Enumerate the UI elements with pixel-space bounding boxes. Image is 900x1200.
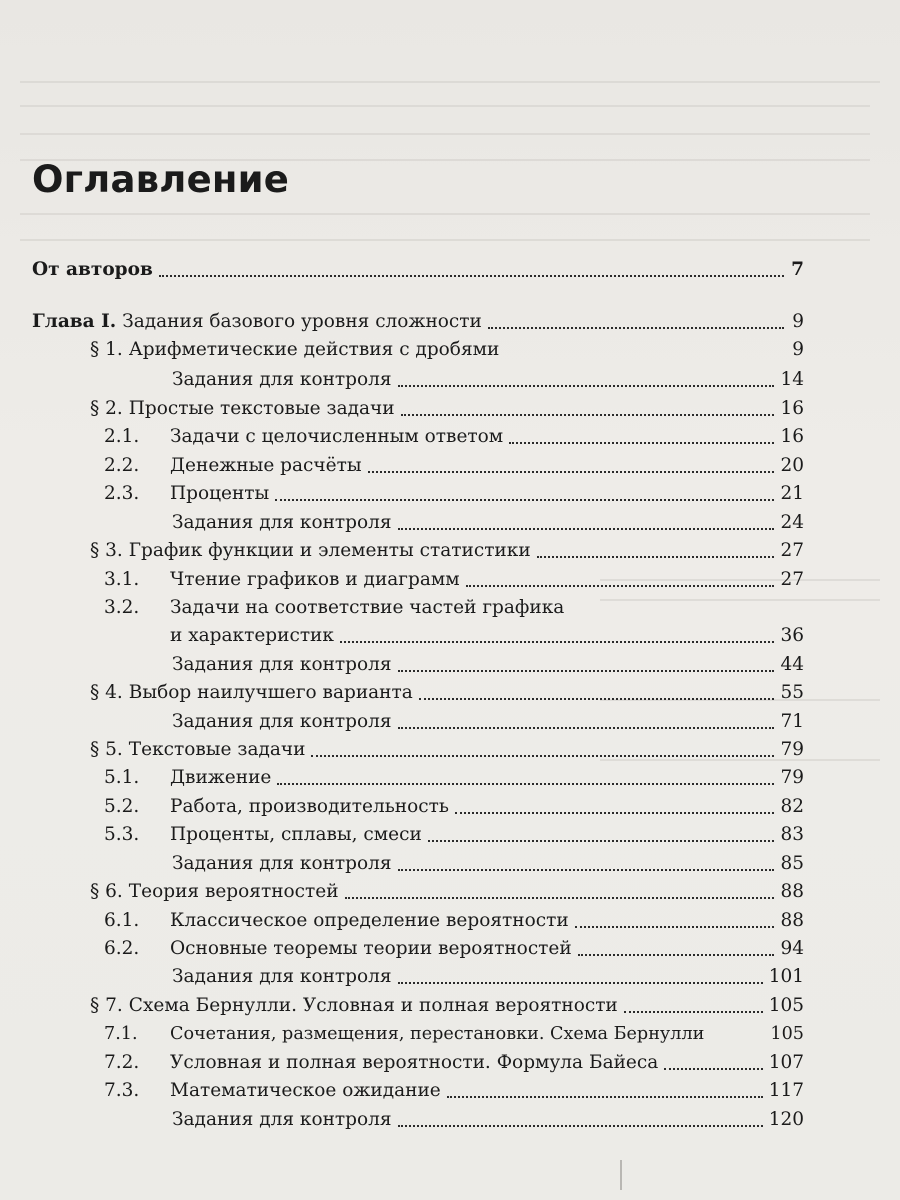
toc-entry-page: 83 [780,824,804,845]
dot-leader [275,499,774,501]
dot-leader [398,1125,763,1127]
toc-subsection-number: 2.1. [104,426,140,447]
dot-leader [428,840,775,842]
toc-entry-page: 105 [770,1024,804,1044]
toc-entry-continuation[interactable] [170,622,804,650]
toc-subsection-number: 5.3. [104,824,140,845]
toc-entry-label: Проценты, сплавы, смеси [170,824,422,845]
toc-entry-label: Арифметические действия с дробями [128,339,500,360]
dot-leader [159,275,784,277]
toc-entry-page: 71 [780,711,804,732]
toc-entry-label: Сочетания, размещения, перестановки. Схема Бернулли [170,1024,705,1044]
toc-entry-label: Условная и полная вероятности. Формула Байеса [170,1052,659,1073]
toc-entry[interactable] [32,256,804,284]
toc-entry-page: 88 [780,910,804,931]
dot-leader [401,414,775,416]
toc-subsection-number: 6.2. [104,938,140,959]
toc-entry-page: 88 [780,881,804,902]
dot-leader [537,556,775,558]
toc-entry[interactable] [104,793,804,821]
toc-entry-page: 85 [780,853,804,874]
dot-leader [311,755,774,757]
dot-leader [578,954,775,956]
toc-entry[interactable] [172,651,804,679]
toc-entry-label: График функции и элементы статистики [128,540,531,561]
toc-entry-page: 24 [780,512,804,533]
toc-entry-page: 16 [780,426,804,447]
toc-entry-label: Задания для контроля [172,369,392,390]
toc-entry-page: 117 [768,1080,804,1101]
toc-subsection-number: 7.1. [104,1024,138,1044]
toc-entry[interactable] [172,509,804,537]
toc-entry[interactable] [104,423,804,451]
toc-entry[interactable] [104,1077,804,1105]
dot-leader [419,698,775,700]
toc-section-number: § 3. [90,540,123,561]
toc-subsection-number: 3.2. [104,597,140,618]
dot-leader [447,1096,763,1098]
toc-subsection-number: 5.2. [104,796,140,817]
dot-leader [398,528,775,530]
toc-entry-label: Задачи с целочисленным ответом [170,426,504,447]
toc-entry-page: 94 [780,938,804,959]
toc-entry-page: 27 [780,569,804,590]
toc-entry[interactable] [90,679,804,707]
toc-entry-page: 16 [780,398,804,419]
toc-entry[interactable] [90,395,804,423]
toc-entry-page: 21 [780,483,804,504]
dot-leader [664,1068,762,1070]
toc-entry-label: Денежные расчёты [170,455,362,476]
toc-entry[interactable] [90,992,804,1020]
toc-entry-page: 101 [768,966,804,987]
toc-entry[interactable] [90,336,804,364]
dot-leader [509,442,774,444]
toc-entry[interactable] [104,935,804,963]
toc-entry-page: 107 [768,1052,804,1073]
toc-entry-label: Задания базового уровня сложности [122,311,482,332]
toc-subsection-number: 6.1. [104,910,140,931]
toc-entry[interactable] [172,850,804,878]
paper-scratch [620,1160,622,1190]
toc-entry-label: От авторов [32,259,153,280]
toc-entry[interactable] [90,736,804,764]
toc-entry[interactable] [32,308,804,336]
toc-entry-page: 20 [780,455,804,476]
toc-entry-page: 14 [780,369,804,390]
toc-entry-label: Выбор наилучшего варианта [128,682,413,703]
toc-subsection-number: 5.1. [104,767,140,788]
toc-section-number: § 2. [90,398,123,419]
toc-entry[interactable] [104,594,804,622]
toc-entry[interactable] [90,878,804,906]
toc-entry-page: 79 [780,739,804,760]
dot-leader [455,812,775,814]
dot-leader [398,727,775,729]
toc-subsection-number: 7.2. [104,1052,140,1073]
toc-chapter-number: Глава I. [32,311,117,332]
toc-entry-label: Текстовые задачи [128,739,306,760]
toc-entry[interactable] [104,821,804,849]
toc-entry-label: Задания для контроля [172,853,392,874]
toc-entry-page: 9 [792,339,804,360]
toc-entry-page: 105 [768,995,804,1016]
toc-entry-label: Простые текстовые задачи [128,398,395,419]
toc-entry[interactable] [104,480,804,508]
toc-entry[interactable] [172,366,804,394]
dot-leader [398,982,763,984]
toc-entry-label: Задания для контроля [172,512,392,533]
toc-entry[interactable] [172,1106,804,1134]
toc-entry-label: Задания для контроля [172,711,392,732]
toc-entry[interactable] [172,708,804,736]
toc-section-number: § 6. [90,881,123,902]
dot-leader [466,585,775,587]
toc-entry-label: Задания для контроля [172,654,392,675]
toc-section-number: § 7. [90,995,123,1016]
toc-entry-page: 36 [780,625,804,646]
toc-entry-page: 7 [791,259,804,280]
toc-entry-label: Теория вероятностей [128,881,339,902]
toc-entry[interactable] [104,1020,804,1048]
toc-subsection-number: 3.1. [104,569,140,590]
dot-leader [340,641,775,643]
toc-entry-page: 79 [780,767,804,788]
dot-leader [488,327,784,329]
toc-entry-label: Проценты [170,483,270,504]
toc-entry-label: Задачи на соответствие частей графика [170,597,565,618]
toc-entry-label: Основные теоремы теории вероятностей [170,938,572,959]
dot-leader [398,385,775,387]
toc-entry-page: 120 [768,1109,804,1130]
toc-entry[interactable] [172,963,804,991]
toc-entry-label: Движение [170,767,272,788]
page-title: Оглавление [32,158,290,201]
toc-entry[interactable] [104,452,804,480]
toc-entry-label: Чтение графиков и диаграмм [170,569,460,590]
toc-entry-label: Математическое ожидание [170,1080,441,1101]
dot-leader [368,471,775,473]
toc-entry-label: Схема Бернулли. Условная и полная вероятности [128,995,618,1016]
dot-leader [575,926,775,928]
toc-entry-page: 82 [780,796,804,817]
toc-section-number: § 1. [90,339,123,360]
dot-leader [398,869,775,871]
toc-entry-label: Задания для контроля [172,1109,392,1130]
toc-entry[interactable] [104,907,804,935]
toc-section-number: § 4. [90,682,123,703]
toc-entry[interactable] [90,537,804,565]
toc-entry-label: Работа, производительность [170,796,449,817]
dot-leader [398,670,775,672]
toc-section-number: § 5. [90,739,123,760]
toc-entry-page: 9 [792,311,804,332]
toc-entry-page: 55 [780,682,804,703]
toc-entry[interactable] [104,764,804,792]
toc-entry-page: 44 [780,654,804,675]
dot-leader [624,1011,763,1013]
dot-leader [277,783,774,785]
toc-subsection-number: 2.3. [104,483,140,504]
toc-entry[interactable] [104,1049,804,1077]
toc-entry[interactable] [104,566,804,594]
toc-entry-label-continued: и характеристик [170,625,334,646]
dot-leader [345,897,775,899]
toc-subsection-number: 7.3. [104,1080,140,1101]
toc-entry-label: Классическое определение вероятности [170,910,569,931]
toc-entry-label: Задания для контроля [172,966,392,987]
toc-subsection-number: 2.2. [104,455,140,476]
toc-entry-page: 27 [780,540,804,561]
